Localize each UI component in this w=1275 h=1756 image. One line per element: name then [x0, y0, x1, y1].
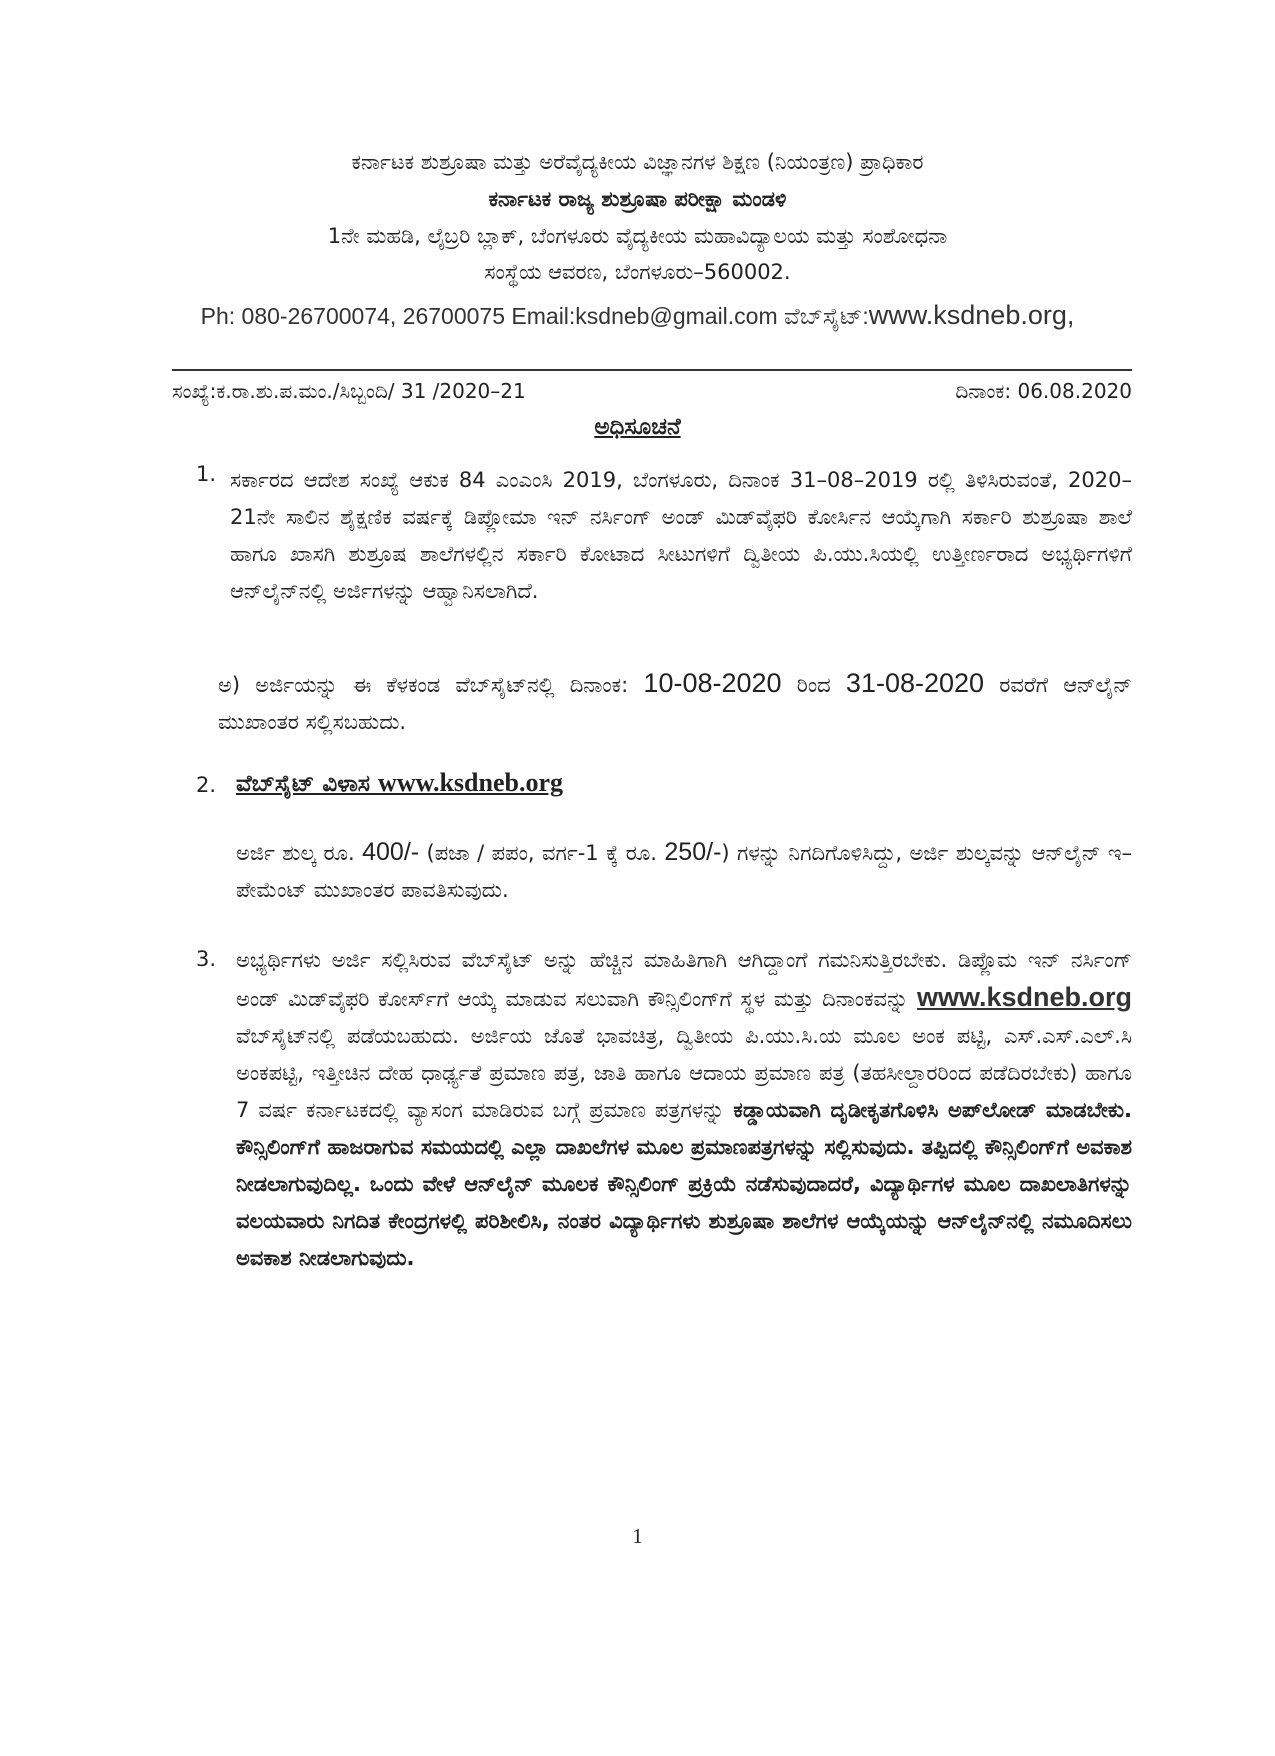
authority-name: ಕರ್ನಾಟಕ ಶುಶ್ರೂಷಾ ಮತ್ತು ಅರೆವೈದ್ಯಕೀಯ ವಿಜ್ಞಾನಗಳ ಶಿಕ್ಷಣ (ನಿಯಂತ್ರಣ) ಪ್ರಾಧಿಕಾರ — [351, 150, 924, 174]
reserved-fee: 250/- — [664, 838, 722, 866]
reference-date: ದಿನಾಂಕ: 06.08.2020 — [955, 379, 1132, 403]
website-label: ವೆಬ್‌ಸೈಟ್ ವಿಳಾಸ — [236, 771, 379, 797]
board-name: ಕರ್ನಾಟಕ ರಾಜ್ಯ ಶುಶ್ರೂಷಾ ಪರೀಕ್ಷಾ ಮಂಡಳಿ — [488, 187, 787, 211]
fee-text-end: ) ಗಳನ್ನು ನಿಗದಿಗೊಳಿಸಿದ್ದು, ಅರ್ಜಿ ಶುಲ್ಕವನ್ನು ಆನ್‌ಲೈನ್ ಇ–ಪೇಮೆಂಟ್ ಮುಖಾಂತರ ಪಾವತಿಸುವುದು. — [236, 841, 1132, 902]
contact-details: Ph: 080-26700074, 26700075 Email:ksdneb@gmail.com ವೆಬ್‌ಸೈಟ್: — [200, 303, 869, 329]
para3-website-link[interactable]: www.ksdneb.org — [916, 982, 1132, 1012]
para1-number: 1. — [196, 462, 217, 486]
notification-title: ಅಧಿಸೂಚನೆ — [594, 414, 681, 440]
para3-text — [236, 942, 1132, 1277]
para2-fee-text — [236, 834, 1132, 909]
para2-website-link[interactable]: www.ksdneb.org — [378, 768, 563, 797]
header-divider — [172, 369, 1132, 371]
application-end-date: 31-08-2020 — [845, 668, 985, 698]
contact-line — [0, 300, 1275, 331]
application-start-date: 10-08-2020 — [643, 668, 782, 698]
para1-text: ಸರ್ಕಾರದ ಆದೇಶ ಸಂಖ್ಯೆ ಆಕುಕ 84 ಎಂಎಂಸಿ 2019, ಬೆಂಗಳೂರು, ದಿನಾಂಕ 31–08–2019 ರಲ್ಲಿ ತಿಳಿಸಿರುವಂತೆ, 2020–21ನೇ ಸಾಲಿನ ಶೈಕ್ಷಣಿಕ ವರ್ಷಕ್ಕೆ ಡಿಪ್ಲೋಮಾ ಇನ್ ನರ್ಸಿಂಗ್ ಅಂಡ್ ಮಿಡ್‌ವೈಫರಿ ಕೋರ್ಸಿನ ಆಯ್ಕೆಗಾಗಿ ಸರ್ಕಾರಿ ಶುಶ್ರೂಷಾ ಶಾಲೆ ಹಾಗೂ ಖಾಸಗಿ ಶುಶ್ರೂಷ ಶಾಲೆಗಳಲ್ಲಿನ ಸರ್ಕಾರಿ ಕೋಟಾದ ಸೀಟುಗಳಿಗೆ ದ್ವಿತೀಯ ಪಿ.ಯು.ಸಿಯಲ್ಲಿ ಉತ್ತೀರ್ಣರಾದ ಅಭ್ಯರ್ಥಿಗಳಿಗೆ ಆನ್‌ಲೈನ್‌ನಲ್ಲಿ ಅರ್ಜಿಗಳನ್ನು ಆಹ್ವಾನಿಸಲಾಗಿದೆ. — [230, 468, 1132, 603]
fee-text-start: ಅರ್ಜಿ ಶುಲ್ಕ ರೂ. — [236, 841, 363, 865]
para2-number: 2. — [196, 773, 217, 797]
para3-number: 3. — [196, 947, 217, 971]
para1-sub-a-end: ರವರೆಗೆ ಆನ್‌ಲೈನ್ ಮುಖಾಂತರ ಸಲ್ಲಿಸಬಹುದು. — [218, 673, 1132, 734]
para1-sub-a-start: ಅ) ಅರ್ಜಿಯನ್ನು ಈ ಕೆಳಕಂಡ ವೆಬ್‌ಸೈಟ್‌ನಲ್ಲಿ ದಿನಾಂಕ: — [218, 673, 644, 697]
para3-text-bold: ಕಡ್ಡಾಯವಾಗಿ ದೃಡೀಕೃತಗೊಳಿಸಿ ಅಪ್‌ಲೋಡ್ ಮಾಡಬೇಕು. ಕೌನ್ಸಿಲಿಂಗ್‌ಗೆ ಹಾಜರಾಗುವ ಸಮಯದಲ್ಲಿ ಎಲ್ಲಾ ದಾಖಲೆಗಳ ಮೂಲ ಪ್ರಮಾಣಪತ್ರಗಳನ್ನು ಸಲ್ಲಿಸುವುದು. ತಪ್ಪಿದಲ್ಲಿ ಕೌನ್ಸಿಲಿಂಗ್‌ಗೆ ಅವಕಾಶ ನೀಡಲಾಗುವುದಿಲ್ಲ. ಒಂದು ವೇಳೆ ಆನ್‌ಲೈನ್ ಮೂಲಕ ಕೌನ್ಸಿಲಿಂಗ್ ಪ್ರಕ್ರಿಯೆ ನಡೆಸುವುದಾದರೆ, ವಿದ್ಯಾರ್ಥಿಗಳ ಮೂಲ ದಾಖಲಾತಿಗಳನ್ನು ವಲಯವಾರು ನಿಗದಿತ ಕೇಂದ್ರಗಳಲ್ಲಿ ಪರಿಶೀಲಿಸಿ, ನಂತರ ವಿದ್ಯಾರ್ಥಿಗಳು ಶುಶ್ರೂಷಾ ಶಾಲೆಗಳ ಆಯ್ಕೆಯನ್ನು ಆನ್‌ಲೈನ್‌ನಲ್ಲಿ ನಮೂದಿಸಲು ಅವಕಾಶ ನೀಡಲಾಗುವುದು. — [236, 1098, 1132, 1270]
fee-text-mid: (ಪಜಾ / ಪಪಂ, ವರ್ಗ-1 ಕ್ಕೆ ರೂ. — [419, 841, 665, 865]
address-line-2: ಸಂಸ್ಥೆಯ ಆವರಣ, ಬೆಂಗಳೂರು–560002. — [484, 260, 791, 284]
page-number: 1 — [632, 1524, 643, 1548]
reference-number: ಸಂಖ್ಯೆ:ಕ.ರಾ.ಶು.ಪ.ಮಂ./ಸಿಬ್ಬಂದಿ/ 31 /2020–21 — [172, 379, 526, 403]
para3-text-mid: ವೆಬ್‌ಸೈಟ್‌ನಲ್ಲಿ ಪಡೆಯಬಹುದು. ಅರ್ಜಿಯ ಜೊತೆ ಭಾವಚಿತ್ರ, ದ್ವಿತೀಯ ಪಿ.ಯು.ಸಿ.ಯ ಮೂಲ ಅಂಕ ಪಟ್ಟಿ, ಎಸ್.ಎಸ್.ಎಲ್.ಸಿ ಅಂಕಪಟ್ಟಿ, ಇತ್ತೀಚಿನ ದೇಹ ಧಾರ್ಢ್ಯತೆ ಪ್ರಮಾಣ ಪತ್ರ, ಜಾತಿ ಹಾಗೂ ಆದಾಯ ಪ್ರಮಾಣ ಪತ್ರ (ತಹಸೀಲ್ದಾರರಿಂದ ಪಡೆದಿರಬೇಕು) ಹಾಗೂ 7 ವರ್ಷ ಕರ್ನಾಟಕದಲ್ಲಿ ವ್ಯಾಸಂಗ ಮಾಡಿರುವ ಬಗ್ಗೆ ಪ್ರಮಾಣ ಪತ್ರಗಳನ್ನು — [236, 1024, 1132, 1122]
website-link[interactable]: www.ksdneb.org, — [868, 300, 1075, 330]
para2-heading — [236, 768, 563, 798]
para1-sub-a-mid: ರಿಂದ — [781, 673, 846, 697]
para3-text-start: ಅಭ್ಯರ್ಥಿಗಳು ಅರ್ಜಿ ಸಲ್ಲಿಸಿರುವ ವೆಬ್‌ಸೈಟ್ ಅನ್ನು ಹೆಚ್ಚಿನ ಮಾಹಿತಿಗಾಗಿ ಆಗಿದ್ದಾಂಗೆ ಗಮನಿಸುತ್ತಿರಬೇಕು. ಡಿಪ್ಲೊಮ ಇನ್ ನರ್ಸಿಂಗ್ ಅಂಡ್ ಮಿಡ್‌ವೈಫರಿ ಕೋರ್ಸ್‌ಗೆ ಆಯ್ಕೆ ಮಾಡುವ ಸಲುವಾಗಿ ಕೌನ್ಸಿಲಿಂಗ್‌ಗೆ ಸ್ಥಳ ಮತ್ತು ದಿನಾಂಕವನ್ನು — [236, 948, 1132, 1011]
general-fee: 400/- — [362, 838, 420, 866]
para1-sub-a — [218, 665, 1132, 741]
address-line-1: 1ನೇ ಮಹಡಿ, ಲೈಬ್ರರಿ ಬ್ಲಾಕ್, ಬೆಂಗಳೂರು ವೈದ್ಯಕೀಯ ಮಹಾವಿದ್ಯಾಲಯ ಮತ್ತು ಸಂಶೋಧನಾ — [327, 224, 948, 248]
